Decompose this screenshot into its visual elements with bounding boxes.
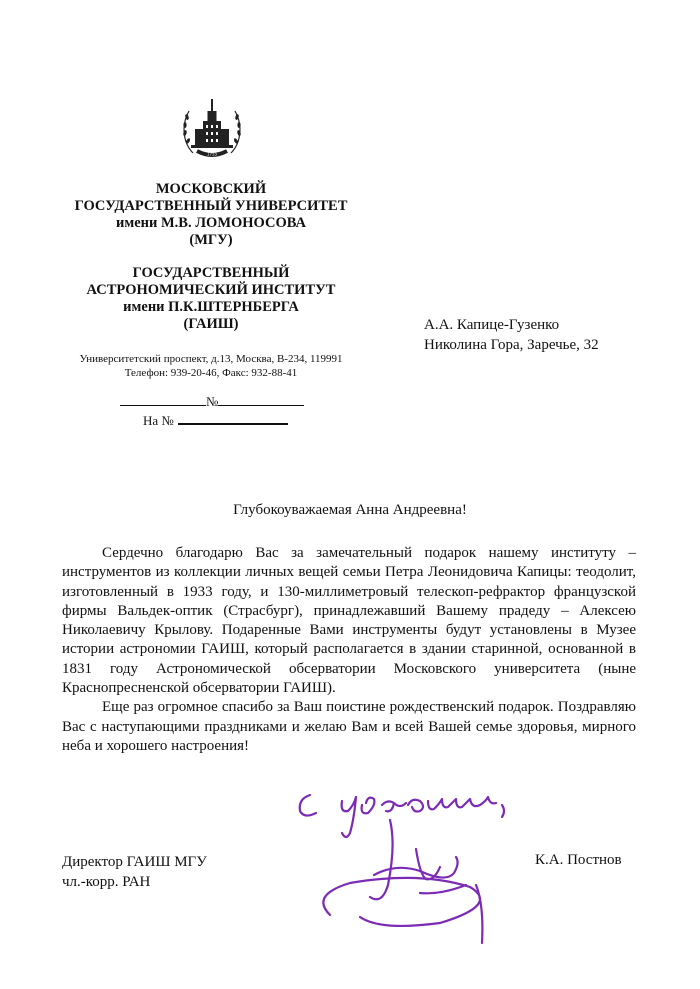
paragraph: Еще раз огромное спасибо за Ваш поистине рождественский подарок. Поздравляю Вас с наступающими праздниками и желаю Вам и всей Вашей семье здоровья, мирного неба и хорошего настроения! <box>62 699 636 754</box>
recipient-address: Николина Гора, Заречье, 32 <box>424 337 599 353</box>
greeting: Глубокоуважаемая Анна Андреевна! <box>233 502 467 518</box>
institute-name: ГОСУДАРСТВЕННЫЙ АСТРОНОМИЧЕСКИЙ ИНСТИТУТ имени П.К.ШТЕРНБЕРГА (ГАИШ) <box>86 265 336 332</box>
signatory-position: Директор ГАИШ МГУ чл.-корр. РАН <box>62 854 207 890</box>
signatory-name: К.А. Постнов <box>535 852 622 868</box>
msu-emblem-logo <box>179 95 245 161</box>
recipient-block <box>424 315 599 355</box>
emblem-year: 1755 <box>206 151 218 157</box>
phone-line: Телефон: 939-20-46, Факс: 932-88-41 <box>124 367 298 379</box>
university-name: МОСКОВСКИЙ ГОСУДАРСТВЕННЫЙ УНИВЕРСИТЕТ имени М.В. ЛОМОНОСОВА (МГУ) <box>74 181 348 248</box>
recipient-name: А.А. Капице-Гузенко <box>424 317 560 333</box>
reply-reference-field: На № <box>143 410 288 430</box>
registration-number-field: № <box>120 393 304 411</box>
paragraph: Сердечно благодарю Вас за замечательный подарок нашему институту – инструментов из коллекции личных вещей семьи Петра Леонидовича Капицы: теодолит, изготовленный в 1933 году, и 130-миллиметровый телескоп-рефрактор французской фирмы Вальдек-оптик (Страсбург), принадлежавший Вашему прадеду – Алексею Николаевичу Крылову. Подаренные Вами инструменты будут установлены в Музее истории астрономии ГАИШ, который располагается в здании старинной, основанной в 1831 году Астрономической обсерватории Московского университета (ныне Краснопресненской обсерватории ГАИШ). <box>62 545 636 697</box>
address-line: Университетский проспект, д.13, Москва, В-234, 119991 <box>79 353 343 365</box>
handwritten-note: С уважением, <box>270 775 276 776</box>
handwritten-signature <box>270 775 570 955</box>
institute-address <box>40 352 382 380</box>
letter-body <box>62 544 636 756</box>
